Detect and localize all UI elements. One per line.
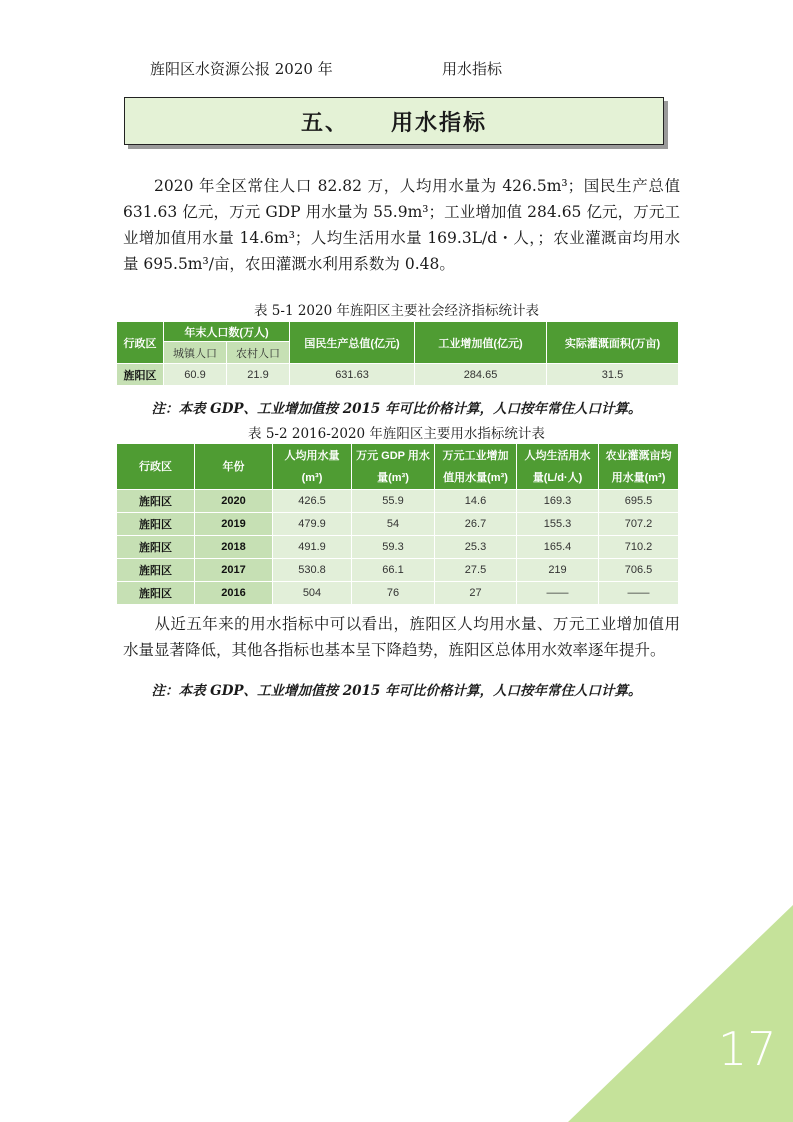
- cell-region: 旌阳区: [117, 490, 195, 513]
- cell-irrigation: 710.2: [599, 536, 679, 559]
- intro-paragraph: [123, 173, 680, 277]
- cell-irrigation: 695.5: [599, 490, 679, 513]
- cell-year: 2019: [195, 513, 273, 536]
- th-per-capita-line1: 人均用水量: [284, 449, 340, 462]
- th-domestic-line1: 人均生活用水: [524, 449, 591, 462]
- cell-region: 旌阳区: [117, 513, 195, 536]
- table-row: [117, 513, 679, 536]
- cell-industry: 27: [435, 582, 517, 605]
- th-domestic-water: [517, 444, 599, 490]
- cell-industry: 284.65: [415, 364, 547, 386]
- cell-domestic: 155.3: [517, 513, 599, 536]
- cell-region: 旌阳区: [117, 559, 195, 582]
- table-row: [117, 490, 679, 513]
- th-gdp-line1: 万元 GDP 用水: [356, 449, 430, 462]
- cell-year: 2016: [195, 582, 273, 605]
- th-industry: 工业增加值(亿元): [415, 322, 547, 364]
- cell-industry: 25.3: [435, 536, 517, 559]
- th-irrigation-line1: 农业灌溉亩均: [605, 449, 672, 462]
- cell-gdp: 54: [352, 513, 435, 536]
- th-domestic-line2: 量(L/d·人): [532, 471, 583, 484]
- th-urban: 城镇人口: [164, 342, 227, 364]
- cell-gdp: 66.1: [352, 559, 435, 582]
- th-region: 行政区: [117, 444, 195, 490]
- page-header: [150, 58, 503, 79]
- cell-urban: 60.9: [164, 364, 227, 386]
- publication-title: 旌阳区水资源公报 2020 年: [150, 60, 333, 78]
- cell-gdp: 59.3: [352, 536, 435, 559]
- th-industry-water: [435, 444, 517, 490]
- cell-region: 旌阳区: [117, 536, 195, 559]
- water-use-table: [116, 443, 679, 605]
- cell-per-capita: 479.9: [273, 513, 352, 536]
- corner-triangle-decoration: [568, 905, 793, 1122]
- th-irrigation-water: [599, 444, 679, 490]
- socioeconomic-table: [116, 321, 679, 386]
- cell-per-capita: 504: [273, 582, 352, 605]
- cell-year: 2020: [195, 490, 273, 513]
- th-gdp: 国民生产总值(亿元): [290, 322, 415, 364]
- th-industry-line2: 值用水量(m³): [443, 471, 508, 484]
- cell-gdp: 76: [352, 582, 435, 605]
- th-year: 年份: [195, 444, 273, 490]
- table-row: [117, 364, 679, 386]
- table1-caption: 表 5-1 2020 年旌阳区主要社会经济指标统计表: [254, 303, 539, 319]
- cell-region: 旌阳区: [117, 364, 164, 386]
- table2-caption: 表 5-2 2016-2020 年旌阳区主要用水指标统计表: [248, 426, 545, 442]
- cell-domestic: 169.3: [517, 490, 599, 513]
- page-number: 17: [718, 1022, 777, 1076]
- table1-note: 注：本表 GDP、工业增加值按 2015 年可比价格计算，人口按年常住人口计算。: [151, 401, 642, 417]
- intro-paragraph-text: 2020 年全区常住人口 82.82 万，人均用水量为 426.5m³；国民生产总值 631.63 亿元，万元 GDP 用水量为 55.9m³；工业增加值 284.65 亿元，万元工业增加值用水量 14.6m³；人均生活用水量 169.3L/d・人，；农业灌溉亩均用水量 695.5m³/亩，农田灌溉水利用系数为 0.48。: [123, 177, 680, 273]
- chapter-number: 五、: [300, 110, 349, 136]
- table-row: [117, 559, 679, 582]
- conclusion-paragraph: [123, 611, 680, 663]
- cell-gdp: 55.9: [352, 490, 435, 513]
- cell-per-capita: 426.5: [273, 490, 352, 513]
- cell-irrigation: 706.5: [599, 559, 679, 582]
- cell-industry: 26.7: [435, 513, 517, 536]
- chapter-title-text: 用水指标: [391, 110, 488, 136]
- th-population: 年末人口数(万人): [164, 322, 290, 342]
- th-rural: 农村人口: [227, 342, 290, 364]
- cell-per-capita: 530.8: [273, 559, 352, 582]
- section-name: 用水指标: [442, 60, 503, 78]
- cell-industry: 27.5: [435, 559, 517, 582]
- cell-domestic: 219: [517, 559, 599, 582]
- cell-irrigation-area: 31.5: [547, 364, 679, 386]
- cell-rural: 21.9: [227, 364, 290, 386]
- th-industry-line1: 万元工业增加: [442, 449, 509, 462]
- th-gdp-water: [352, 444, 435, 490]
- th-gdp-line2: 量(m³): [377, 471, 409, 484]
- th-per-capita-line2: (m³): [301, 471, 323, 484]
- th-irrigation-line2: 用水量(m³): [611, 471, 666, 484]
- conclusion-paragraph-text: 从近五年来的用水指标中可以看出，旌阳区人均用水量、万元工业增加值用水量显著降低，其他各指标也基本呈下降趋势，旌阳区总体用水效率逐年提升。: [123, 615, 680, 659]
- cell-gdp: 631.63: [290, 364, 415, 386]
- cell-irrigation: 707.2: [599, 513, 679, 536]
- th-region: 行政区: [117, 322, 164, 364]
- cell-per-capita: 491.9: [273, 536, 352, 559]
- th-irrigation-area: 实际灌溉面积(万亩): [547, 322, 679, 364]
- table2-note: 注：本表 GDP、工业增加值按 2015 年可比价格计算，人口按年常住人口计算。: [151, 683, 642, 699]
- cell-year: 2018: [195, 536, 273, 559]
- cell-industry: 14.6: [435, 490, 517, 513]
- table-row: [117, 536, 679, 559]
- cell-domestic: 165.4: [517, 536, 599, 559]
- cell-year: 2017: [195, 559, 273, 582]
- cell-irrigation: ——: [599, 582, 679, 605]
- table-row: [117, 582, 679, 605]
- chapter-title: [124, 97, 664, 145]
- th-per-capita: [273, 444, 352, 490]
- cell-domestic: ——: [517, 582, 599, 605]
- cell-region: 旌阳区: [117, 582, 195, 605]
